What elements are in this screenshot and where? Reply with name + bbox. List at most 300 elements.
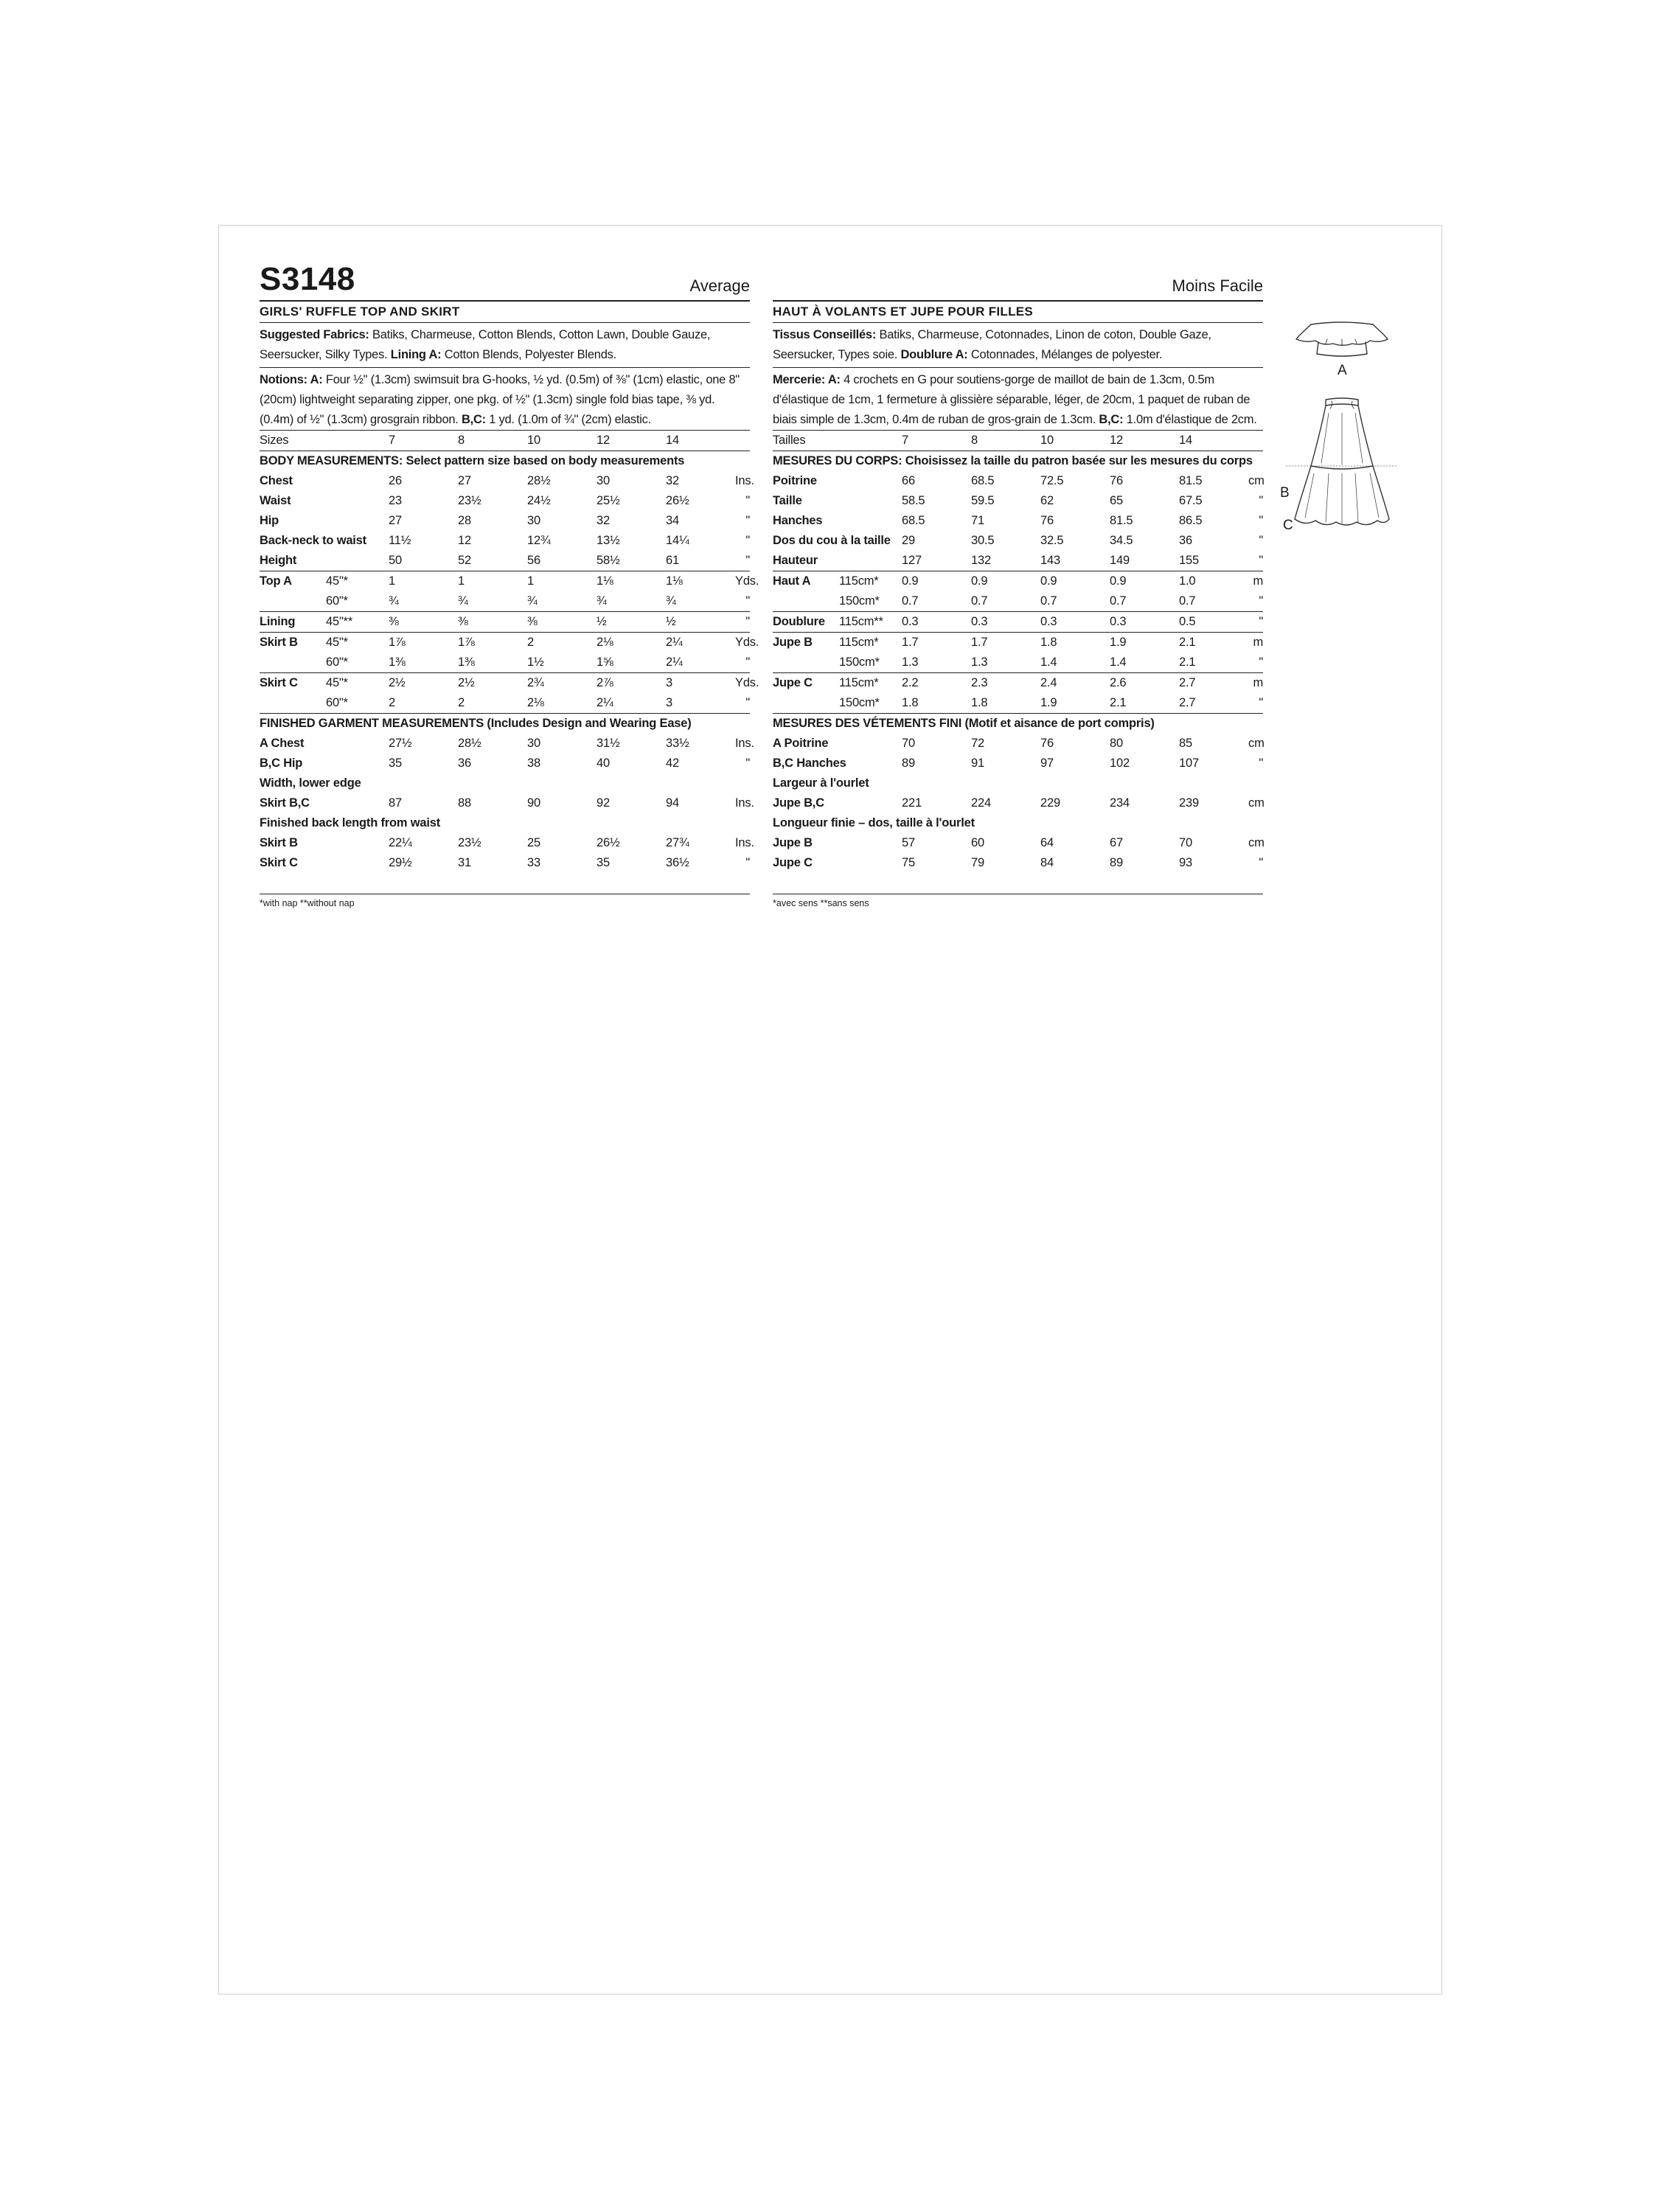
- value-cell: 11½: [389, 534, 411, 547]
- value-cell: 1.4: [1040, 655, 1057, 669]
- value-cell: 239: [1179, 796, 1199, 810]
- row-label: A Chest: [260, 737, 305, 750]
- value-cell: 1.9: [1110, 633, 1179, 653]
- value-cell: 25½: [597, 494, 620, 507]
- unit-header: [1248, 431, 1263, 451]
- value-cell: 31½: [597, 737, 620, 750]
- value-cell: 1⅞: [458, 633, 527, 653]
- value-cell: 76: [1040, 737, 1054, 750]
- value-cell: 70: [1179, 836, 1192, 849]
- value-cell: 86.5: [1179, 514, 1203, 527]
- value-cell: 34.5: [1110, 534, 1133, 547]
- unit-cell: cm: [1248, 737, 1265, 750]
- value-cell: 1.7: [971, 633, 1040, 653]
- subsection-heading: [260, 813, 750, 833]
- value-cell: 2¼: [666, 633, 735, 653]
- size-header: 10: [1040, 431, 1110, 451]
- body-measurement-row: [260, 551, 750, 571]
- pattern-number: S3148: [260, 261, 355, 297]
- value-cell: 2⅛: [527, 696, 544, 709]
- row-label: Dos du cou à la taille: [773, 534, 891, 547]
- value-cell: 32.5: [1040, 534, 1064, 547]
- value-cell: 2⅞: [597, 673, 666, 694]
- view-c-label: C: [1283, 518, 1293, 533]
- value-cell: 30: [597, 474, 610, 487]
- length-heading: Longueur finie – dos, taille à l'ourlet: [773, 816, 975, 830]
- finished-measurements-heading: MESURES DES VÉTEMENTS FINI (Motif et aisance de port compris): [773, 714, 1263, 734]
- unit-cell: ": [1259, 757, 1264, 770]
- body-measurement-row: [773, 471, 1263, 491]
- finished-measurement-row: [773, 754, 1263, 773]
- value-cell: 0.7: [902, 594, 919, 608]
- unit-cell: ": [745, 494, 751, 507]
- value-cell: 28½: [458, 737, 481, 750]
- value-cell: 1.4: [1110, 655, 1127, 669]
- value-cell: 2.1: [1110, 696, 1127, 709]
- fabric-width: 45"*: [326, 571, 389, 592]
- fabric-width: 115cm**: [839, 612, 902, 633]
- unit-cell: ": [1259, 696, 1264, 709]
- row-label: Skirt C: [260, 856, 298, 869]
- row-label: Hanches: [773, 514, 823, 527]
- yardage-row: [773, 612, 1263, 633]
- value-cell: 65: [1110, 494, 1123, 507]
- value-cell: ⅜: [527, 612, 597, 633]
- measurement-table-fr: [773, 430, 1263, 873]
- value-cell: 89: [902, 757, 915, 770]
- size-header: 7: [902, 431, 971, 451]
- value-cell: 72: [971, 737, 984, 750]
- value-cell: ½: [597, 612, 666, 633]
- value-cell: 38: [527, 757, 540, 770]
- value-cell: 1⅛: [597, 571, 666, 592]
- unit-cell: Yds.: [735, 673, 750, 694]
- value-cell: 1.8: [971, 696, 988, 709]
- view-label: [773, 653, 839, 673]
- value-cell: 27¾: [666, 836, 689, 849]
- value-cell: 1.3: [902, 655, 919, 669]
- fabrics-text-fr: Batiks, Charmeuse, Cotonnades, Linon de coton, Double Gaze, Seersucker, Types soie.: [773, 328, 1211, 361]
- suggested-fabrics-fr: [773, 322, 1263, 365]
- yardage-row: [260, 673, 750, 694]
- value-cell: 0.7: [1040, 594, 1057, 608]
- section-heading: [773, 714, 1263, 734]
- value-cell: 62: [1040, 494, 1054, 507]
- value-cell: 33½: [666, 737, 689, 750]
- value-cell: 107: [1179, 757, 1199, 770]
- yardage-row: [260, 633, 750, 653]
- view-label: [773, 693, 839, 714]
- value-cell: 26½: [666, 494, 689, 507]
- value-cell: 50: [389, 554, 402, 567]
- value-cell: ¾: [389, 594, 399, 608]
- lining-label-fr: Doublure A:: [900, 348, 968, 361]
- fabric-width: 115cm*: [839, 633, 902, 653]
- unit-cell: Yds.: [735, 571, 750, 592]
- unit-cell: ": [1248, 612, 1263, 633]
- value-cell: 52: [458, 554, 471, 567]
- value-cell: 149: [1110, 554, 1130, 567]
- pattern-title-fr: HAUT À VOLANTS ET JUPE POUR FILLES: [773, 300, 1263, 320]
- value-cell: 26: [389, 474, 402, 487]
- value-cell: 2.3: [971, 673, 1040, 694]
- view-label: Doublure: [773, 612, 839, 633]
- yardage-row: [773, 693, 1263, 714]
- value-cell: 2: [527, 633, 597, 653]
- value-cell: 0.7: [971, 594, 988, 608]
- value-cell: 13½: [597, 534, 620, 547]
- unit-cell: ": [1259, 554, 1264, 567]
- fabric-width: 45"*: [326, 673, 389, 694]
- view-label: [260, 591, 326, 612]
- fabrics-label-fr: Tissus Conseillés:: [773, 328, 877, 341]
- unit-cell: m: [1248, 673, 1263, 694]
- yardage-row: [260, 591, 750, 612]
- unit-cell: ": [1259, 655, 1264, 669]
- unit-cell: ": [1259, 494, 1264, 507]
- unit-cell: ": [735, 612, 750, 633]
- value-cell: ¾: [527, 594, 538, 608]
- unit-cell: m: [1248, 633, 1263, 653]
- value-cell: 0.7: [1110, 594, 1127, 608]
- size-header: 10: [527, 431, 597, 451]
- value-cell: 2.7: [1179, 696, 1196, 709]
- value-cell: 75: [902, 856, 915, 869]
- notions-bc-label: B,C:: [461, 413, 486, 426]
- value-cell: 2: [389, 696, 395, 709]
- row-label: Jupe B,C: [773, 796, 824, 810]
- value-cell: 2.7: [1179, 673, 1248, 694]
- section-heading: [773, 451, 1263, 472]
- body-measurement-row: [773, 531, 1263, 551]
- row-label: Skirt B: [260, 836, 298, 849]
- row-label: Taille: [773, 494, 802, 507]
- finished-measurement-row: [260, 754, 750, 773]
- value-cell: 0.5: [1179, 612, 1248, 633]
- view-label: Skirt C: [260, 673, 326, 694]
- unit-cell: Ins.: [735, 474, 754, 487]
- value-cell: 30: [527, 737, 540, 750]
- value-cell: 0.3: [1040, 612, 1110, 633]
- value-cell: 1.7: [902, 633, 971, 653]
- unit-cell: cm: [1248, 796, 1265, 810]
- fabric-width: 60"*: [326, 594, 348, 608]
- value-cell: 92: [597, 796, 610, 810]
- value-cell: 58½: [597, 554, 620, 567]
- value-cell: 58.5: [902, 494, 925, 507]
- value-cell: 14¼: [666, 534, 689, 547]
- value-cell: 70: [902, 737, 915, 750]
- body-measurement-row: [773, 491, 1263, 511]
- length-row: [773, 853, 1263, 873]
- value-cell: 0.9: [902, 571, 971, 592]
- unit-cell: Ins.: [735, 737, 754, 750]
- size-header: 12: [1110, 431, 1179, 451]
- value-cell: 68.5: [902, 514, 925, 527]
- row-label: Jupe C: [773, 856, 813, 869]
- value-cell: 1.9: [1040, 696, 1057, 709]
- value-cell: 91: [971, 757, 984, 770]
- subsection-heading: [260, 773, 750, 793]
- unit-cell: Ins.: [735, 836, 754, 849]
- yardage-row: [260, 693, 750, 714]
- finished-measurement-row: [260, 734, 750, 754]
- body-measurement-row: [260, 491, 750, 511]
- notions-bc-text: 1 yd. (1.0m of ¾" (2cm) elastic.: [489, 413, 652, 426]
- fabrics-text: Batiks, Charmeuse, Cotton Blends, Cotton Lawn, Double Gauze, Seersucker, Silky Types.: [260, 328, 711, 361]
- width-row: [773, 793, 1263, 813]
- suggested-fabrics: [260, 322, 750, 365]
- body-measurement-row: [260, 511, 750, 531]
- value-cell: ½: [666, 612, 735, 633]
- row-label: Skirt B,C: [260, 796, 310, 810]
- value-cell: 60: [971, 836, 984, 849]
- fabric-width: 150cm*: [839, 594, 880, 608]
- length-row: [773, 833, 1263, 853]
- body-measurement-row: [260, 471, 750, 491]
- size-header: 8: [971, 431, 1040, 451]
- length-heading: Finished back length from waist: [260, 816, 441, 830]
- lining-text-fr: Cotonnades, Mélanges de polyester.: [970, 348, 1163, 361]
- unit-cell: ": [745, 696, 751, 709]
- value-cell: 32: [597, 514, 610, 527]
- value-cell: 97: [1040, 757, 1054, 770]
- yardage-row: [773, 571, 1263, 592]
- value-cell: 2.6: [1110, 673, 1179, 694]
- finished-measurements-heading: FINISHED GARMENT MEASUREMENTS (Includes Design and Wearing Ease): [260, 714, 750, 734]
- fabric-width: 115cm*: [839, 673, 902, 694]
- view-a-label: A: [1338, 363, 1347, 378]
- size-header: 8: [458, 431, 527, 451]
- value-cell: 23½: [458, 836, 481, 849]
- value-cell: 59.5: [971, 494, 995, 507]
- value-cell: 72.5: [1040, 474, 1064, 487]
- value-cell: 27: [389, 514, 402, 527]
- unit-cell: cm: [1248, 836, 1265, 849]
- value-cell: 27½: [389, 737, 412, 750]
- difficulty-level: Average: [689, 276, 750, 295]
- value-cell: 29: [902, 534, 915, 547]
- value-cell: ¾: [458, 594, 468, 608]
- value-cell: 29½: [389, 856, 412, 869]
- row-label: Hip: [260, 514, 279, 527]
- value-cell: 2½: [458, 673, 527, 694]
- value-cell: 28: [458, 514, 471, 527]
- value-cell: 81.5: [1179, 474, 1203, 487]
- row-label: B,C Hip: [260, 757, 303, 770]
- value-cell: 3: [666, 673, 735, 694]
- value-cell: 2.1: [1179, 655, 1196, 669]
- fabric-width: 60"*: [326, 655, 348, 669]
- yardage-row: [773, 673, 1263, 694]
- value-cell: 2.1: [1179, 633, 1248, 653]
- value-cell: 90: [527, 796, 540, 810]
- row-label: Jupe B: [773, 836, 813, 849]
- garment-sketch: [1283, 310, 1401, 538]
- sizes-label: Sizes: [260, 431, 389, 451]
- value-cell: 221: [902, 796, 922, 810]
- row-label: Hauteur: [773, 554, 818, 567]
- size-header: 14: [666, 431, 735, 451]
- row-label: Chest: [260, 474, 293, 487]
- value-cell: 155: [1179, 554, 1199, 567]
- value-cell: 30: [527, 514, 540, 527]
- value-cell: 1: [389, 571, 458, 592]
- body-measurement-row: [773, 511, 1263, 531]
- value-cell: 23½: [458, 494, 481, 507]
- width-row: [260, 793, 750, 813]
- notions-bc-text-fr: 1.0m d'élastique de 2cm.: [1126, 413, 1257, 426]
- unit-cell: ": [745, 856, 751, 869]
- value-cell: 24½: [527, 494, 551, 507]
- row-label: A Poitrine: [773, 737, 829, 750]
- value-cell: 1⅞: [389, 633, 458, 653]
- value-cell: 36½: [666, 856, 689, 869]
- value-cell: 2: [458, 696, 465, 709]
- value-cell: 127: [902, 554, 922, 567]
- value-cell: 1⅛: [666, 571, 735, 592]
- value-cell: 76: [1110, 474, 1123, 487]
- yardage-row: [773, 633, 1263, 653]
- notions-fr: [773, 367, 1263, 430]
- pattern-title: GIRLS' RUFFLE TOP AND SKIRT: [260, 300, 750, 320]
- value-cell: 31: [458, 856, 471, 869]
- size-header: 12: [597, 431, 666, 451]
- value-cell: 28½: [527, 474, 551, 487]
- view-label: Top A: [260, 571, 326, 592]
- row-label: Back-neck to waist: [260, 534, 366, 547]
- notions-label: Notions: A:: [260, 373, 323, 386]
- value-cell: 66: [902, 474, 915, 487]
- view-label: [260, 653, 326, 673]
- value-cell: 36: [458, 757, 471, 770]
- value-cell: 34: [666, 514, 679, 527]
- unit-cell: ": [745, 757, 751, 770]
- value-cell: 56: [527, 554, 540, 567]
- view-label: Skirt B: [260, 633, 326, 653]
- view-b-label: B: [1280, 485, 1290, 501]
- size-header: 7: [389, 431, 458, 451]
- notions-bc-label-fr: B,C:: [1099, 413, 1124, 426]
- body-measurements-heading: MESURES DU CORPS: Choisissez la taille du patron basée sur les mesures du corps: [773, 454, 1253, 467]
- value-cell: 71: [971, 514, 984, 527]
- unit-cell: ": [745, 554, 751, 567]
- value-cell: 23: [389, 494, 402, 507]
- value-cell: 2⅛: [597, 633, 666, 653]
- row-label: Height: [260, 554, 297, 567]
- view-label: Jupe C: [773, 673, 839, 694]
- unit-cell: ": [745, 534, 751, 547]
- value-cell: 35: [389, 757, 402, 770]
- value-cell: ⅜: [458, 612, 527, 633]
- notions: [260, 367, 750, 430]
- value-cell: 2¾: [527, 673, 597, 694]
- value-cell: 2¼: [666, 655, 683, 669]
- value-cell: 12¾: [527, 534, 551, 547]
- value-cell: 88: [458, 796, 471, 810]
- subsection-heading: [773, 813, 1263, 833]
- width-heading: Width, lower edge: [260, 776, 361, 790]
- value-cell: 1.3: [971, 655, 988, 669]
- value-cell: 40: [597, 757, 610, 770]
- subsection-heading: [773, 773, 1263, 793]
- value-cell: 229: [1040, 796, 1060, 810]
- section-heading: [260, 714, 750, 734]
- value-cell: 36: [1179, 534, 1192, 547]
- value-cell: 80: [1110, 737, 1123, 750]
- body-measurement-row: [773, 551, 1263, 571]
- yardage-row: [260, 612, 750, 633]
- value-cell: 61: [666, 554, 679, 567]
- value-cell: 1.8: [1040, 633, 1110, 653]
- value-cell: 87: [389, 796, 402, 810]
- body-measurements-heading: BODY MEASUREMENTS: Select pattern size based on body measurements: [260, 454, 685, 467]
- section-heading: [260, 451, 750, 472]
- value-cell: 2.2: [902, 673, 971, 694]
- fabric-width: 60"*: [326, 696, 348, 709]
- value-cell: 1⅝: [597, 655, 613, 669]
- value-cell: 35: [597, 856, 610, 869]
- view-label: Haut A: [773, 571, 839, 592]
- body-measurement-row: [260, 531, 750, 551]
- view-label: Lining: [260, 612, 326, 633]
- measurement-table: [260, 430, 759, 873]
- value-cell: 57: [902, 836, 915, 849]
- value-cell: 79: [971, 856, 984, 869]
- view-label: [773, 591, 839, 612]
- row-label: B,C Hanches: [773, 757, 846, 770]
- unit-cell: ": [745, 514, 751, 527]
- value-cell: 1½: [527, 655, 544, 669]
- value-cell: 1⅜: [458, 655, 475, 669]
- fabric-width: 150cm*: [839, 655, 880, 669]
- unit-cell: ": [745, 655, 751, 669]
- value-cell: 1: [458, 571, 527, 592]
- value-cell: 132: [971, 554, 991, 567]
- value-cell: ¾: [597, 594, 607, 608]
- unit-cell: ": [1259, 856, 1264, 869]
- value-cell: 64: [1040, 836, 1054, 849]
- lining-label: Lining A:: [390, 348, 442, 361]
- fabric-width: 45"**: [326, 612, 389, 633]
- sizes-label: Tailles: [773, 431, 902, 451]
- unit-cell: cm: [1248, 474, 1265, 487]
- sizes-header-row: [260, 431, 750, 451]
- fabric-width: 150cm*: [839, 696, 880, 709]
- value-cell: 42: [666, 757, 679, 770]
- value-cell: 27: [458, 474, 471, 487]
- unit-cell: Ins.: [735, 796, 754, 810]
- value-cell: 32: [666, 474, 679, 487]
- value-cell: 3: [666, 696, 672, 709]
- finished-measurement-row: [773, 734, 1263, 754]
- sizes-header-row: [773, 431, 1263, 451]
- value-cell: 0.3: [902, 612, 971, 633]
- value-cell: 0.3: [1110, 612, 1179, 633]
- view-label: Jupe B: [773, 633, 839, 653]
- notions-text-fr: 4 crochets en G pour soutiens-gorge de maillot de bain de 1.3cm, 0.5m d'élastique de 1cm, 1 fermeture à glissière séparable, léger, de 20cm, 1 paquet de ruban de biais simple de 1.3cm, 0.4m de ruban de gros-grain de 1.3cm.: [773, 373, 1251, 426]
- yardage-row: [773, 591, 1263, 612]
- unit-cell: ": [1259, 534, 1264, 547]
- value-cell: 22¼: [389, 836, 412, 849]
- row-label: Poitrine: [773, 474, 817, 487]
- row-label: Waist: [260, 494, 291, 507]
- fabrics-label: Suggested Fabrics:: [260, 328, 369, 341]
- value-cell: 0.9: [971, 571, 1040, 592]
- unit-header: [735, 431, 750, 451]
- value-cell: 143: [1040, 554, 1060, 567]
- fabric-width: 45"*: [326, 633, 389, 653]
